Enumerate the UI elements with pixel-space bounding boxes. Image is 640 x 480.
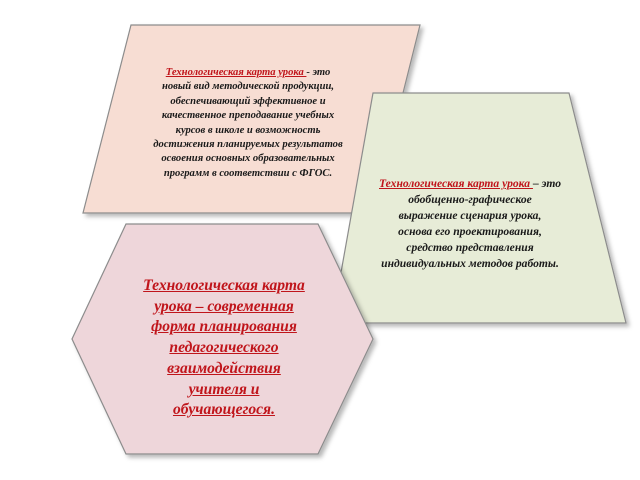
definition-1-line-0: Технологическая карта урока - это: [165, 67, 331, 78]
definition-3-line-1: Технологическая карта: [143, 277, 305, 294]
term-link-1: Технологическая карта урока: [165, 67, 307, 78]
definition-1-line-7: программ в соответствии с ФГОС.: [163, 167, 333, 179]
definition-3-line-6: учителя и: [188, 380, 260, 398]
definition-2-line-5: индивидуальных методов работы.: [381, 256, 559, 270]
definition-2-line-4: средство представления: [406, 240, 534, 254]
definition-text-1: [130, 66, 366, 181]
definition-3-line-2: урока – современная: [154, 297, 294, 315]
definition-2-line-1: обобщенно-графическое: [408, 192, 532, 206]
definition-3-line-4: педагогического: [169, 339, 279, 357]
term-link-2: Технологическая карта урока: [379, 177, 533, 190]
definition-1-line-1: новый вид методической продукции,: [161, 81, 335, 93]
definition-1-line-5: достижения планируемых результатов: [153, 139, 343, 151]
definition-3-line-7: обучающегося.: [173, 401, 275, 419]
definition-1-line-2: обеспечивающий эффективное и: [170, 95, 326, 107]
definition-2-line-2: выражение сценария урока,: [398, 208, 542, 222]
definition-text-2: [355, 176, 585, 272]
definition-2-line-3: основа его проектирования,: [398, 224, 542, 238]
definition-text-3: [108, 276, 340, 421]
definition-2-line-0: Технологическая карта урока – это: [379, 177, 561, 190]
definition-3-line-5: взаимодействия: [167, 359, 281, 377]
definition-1-line-4: курсов в школе и возможность: [175, 124, 321, 136]
definition-1-line-3: качественное преподавание учебных: [161, 110, 335, 122]
definition-1-line-6: освоения основных образовательных: [161, 153, 335, 165]
definition-3-line-3: форма планирования: [151, 318, 297, 336]
